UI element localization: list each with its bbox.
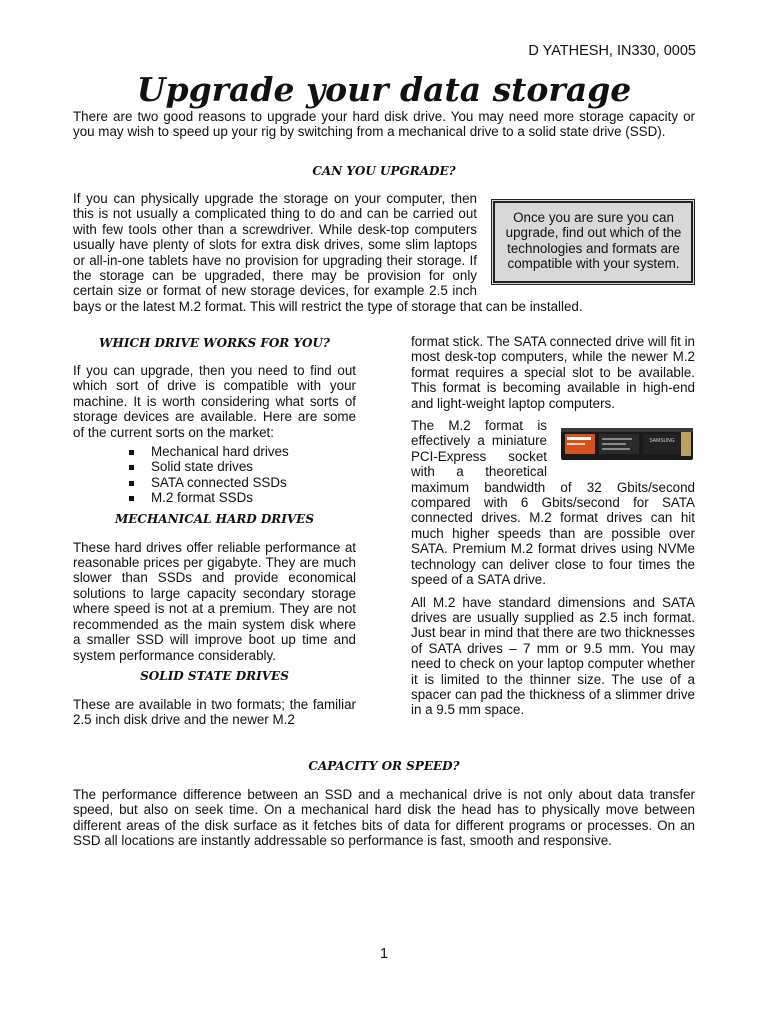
dimensions-paragraph: All M.2 have standard dimensions and SATA drives are usually supplied as 2.5 inch format. Just bear in mind that there are two thicknesses of SATA drives – 7 mm or 9.5 mm. You may need to check on your laptop computer whether it is limited to the thinner size. The use of a spacer can pad the thickness of a slimmer drive in a 9.5 mm space. — [411, 594, 695, 718]
callout-box — [491, 199, 695, 285]
heading-mechanical-hard-drives: MECHANICAL HARD DRIVES — [114, 511, 314, 526]
m2-ssd-icon — [559, 418, 695, 472]
m2-format-paragraph: The M.2 format is effectively a miniature PCI-Express socket with a theoretical maximum bandwidth of 32 Gbits/second compared with 6 Gbits/second for SATA connected drives. M.2 format drives can hit much higher speeds than are possible over SATA. Premium M.2 format drives using NVMe technology can deliver close to four times the speed of a SATA drive. — [411, 418, 695, 588]
m2-section — [411, 418, 695, 587]
mechanical-paragraph: These hard drives offer reliable performance at reasonable prices per gigabyte. They are much slower than SSDs and provide economical solutions to large capacity secondary storage where speed is not at a premium. They are not recommended as the main system disk where a smaller SSD will improve boot up time and system performance considerably. — [73, 539, 356, 663]
solid-state-paragraph-start: These are available in two formats; the familiar 2.5 inch disk drive and the newer M.2 — [73, 696, 356, 728]
heading-capacity-or-speed: CAPACITY OR SPEED? — [308, 759, 460, 773]
heading-can-you-upgrade: CAN YOU UPGRADE? — [312, 164, 456, 178]
ssd-brand-label: SAMSUNG — [649, 438, 675, 445]
left-column — [73, 336, 356, 728]
which-drive-paragraph: If you can upgrade, then you need to find out which sort of drive is compatible with your machine. It is worth considering what sorts of storage devices are available. Here are some of the current sorts on the market: — [73, 363, 356, 440]
page-number: 1 — [379, 946, 389, 962]
right-column — [411, 334, 695, 718]
heading-solid-state-drives: SOLID STATE DRIVES — [140, 668, 289, 683]
list-item: SATA connected SSDs — [73, 475, 356, 490]
author-line: D YATHESH, IN330, 0005 — [528, 43, 696, 59]
list-item: Solid state drives — [73, 459, 356, 474]
solid-state-paragraph-continued: format stick. The SATA connected drive will fit in most desk-top computers, while the newer M.2 format requires a special slot to be available. This format is becoming available in high-end and light-weight laptop computers. — [411, 334, 695, 411]
heading-which-drive: WHICH DRIVE WORKS FOR YOU? — [99, 336, 330, 350]
list-item: Mechanical hard drives — [73, 444, 356, 459]
upgrade-paragraph: If you can physically upgrade the storage on your computer, then this is not usually a complicated thing to do and can be carried out with few tools other than a screwdriver. While desk-top computers usually have plenty of slots for extra disk drives, some slim laptops or all-in-one tablets have no provision for upgrading their storage. If the storage can be upgraded, there may be provision for only certain size or format of new storage devices, for example 2.5 inch bays or the latest M.2 format. This will restrict the type of storage that can be installed. — [73, 191, 583, 314]
document-title: Upgrade your data storage — [136, 70, 632, 109]
m2-ssd-image — [559, 418, 695, 472]
upgrade-section — [73, 191, 695, 314]
intro-paragraph: There are two good reasons to upgrade your hard disk drive. You may need more storage capacity or you may wish to speed up your rig by switching from a mechanical drive to a solid state drive (SSD). — [73, 109, 695, 140]
callout-text: Once you are sure you can upgrade, find out which of the technologies and formats are compatible with your system. — [505, 210, 682, 272]
capacity-paragraph: The performance difference between an SSD and a mechanical drive is not only about data transfer speed, but also on seek time. On a mechanical hard disk the head has to physically move between different areas of the disk surface as it fetches bits of data for different programs or processes. On an SSD all locations are instantly addressable so performance is fast, smooth and responsive. — [73, 787, 695, 849]
drive-types-list — [73, 444, 356, 506]
list-item: M.2 format SSDs — [73, 490, 356, 505]
